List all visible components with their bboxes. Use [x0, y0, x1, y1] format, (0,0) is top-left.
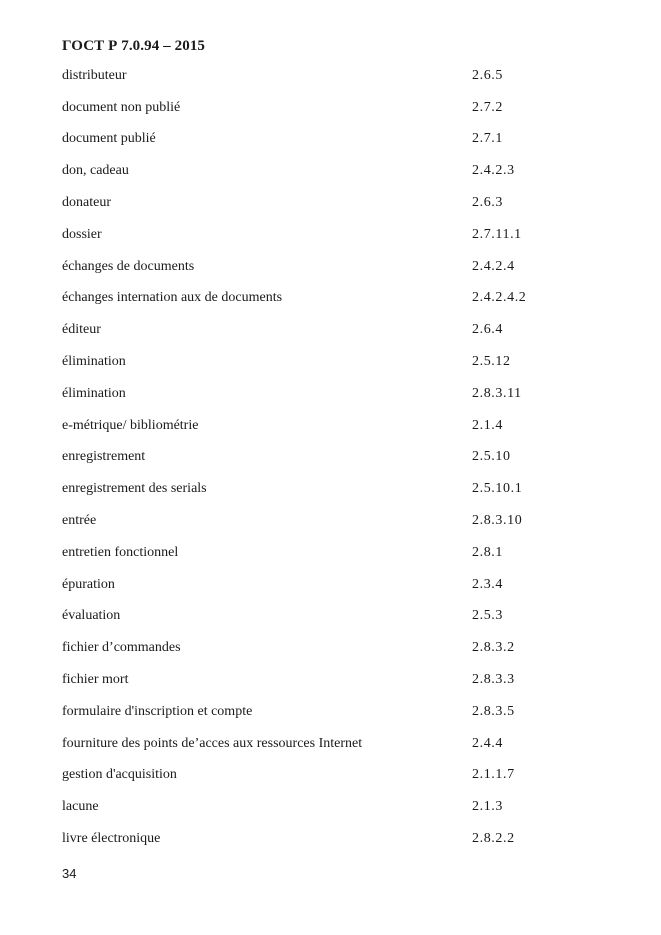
index-reference: 2.8.3.10 [472, 513, 523, 529]
index-row [62, 664, 602, 696]
index-row [62, 442, 602, 474]
index-term: e-métrique/ bibliométrie [62, 417, 199, 433]
index-row [62, 791, 602, 823]
index-row [62, 124, 602, 156]
index-row [62, 346, 602, 378]
index-reference: 2.1.4 [472, 417, 503, 433]
index-term: enregistrement [62, 449, 146, 465]
index-row [62, 60, 602, 92]
index-term: éditeur [62, 322, 101, 338]
index-row [62, 728, 602, 760]
index-row [62, 92, 602, 124]
index-reference: 2.8.3.2 [472, 640, 515, 656]
index-row [62, 283, 602, 315]
index-reference: 2.5.10.1 [472, 481, 523, 497]
index-term: fourniture des points de’acces aux ressources Internet [62, 735, 363, 751]
index-row [62, 155, 602, 187]
index-term: lacune [62, 799, 99, 815]
index-term: gestion d'acquisition [62, 767, 177, 783]
index-row [62, 823, 602, 855]
index-term: don, cadeau [62, 163, 129, 179]
index-term: donateur [62, 195, 111, 211]
index-term: épuration [62, 576, 115, 592]
index-row [62, 187, 602, 219]
index-term: dossier [62, 226, 102, 242]
index-term: enregistrement des serials [62, 481, 207, 497]
index-reference: 2.7.2 [472, 99, 503, 115]
index-reference: 2.3.4 [472, 576, 503, 592]
index-row [62, 314, 602, 346]
index-reference: 2.5.12 [472, 354, 511, 370]
index-reference: 2.6.3 [472, 195, 503, 211]
index-reference: 2.4.2.4 [472, 258, 515, 274]
index-term: livre électronique [62, 831, 161, 847]
index-term: entrée [62, 513, 97, 529]
index-row [62, 410, 602, 442]
index-row [62, 505, 602, 537]
index-reference: 2.8.1 [472, 544, 503, 560]
index-reference: 2.4.2.4.2 [472, 290, 527, 306]
index-row [62, 601, 602, 633]
index-row [62, 219, 602, 251]
index-reference: 2.4.4 [472, 735, 503, 751]
index-term: document non publié [62, 99, 181, 115]
index-reference: 2.8.2.2 [472, 831, 515, 847]
index-reference: 2.6.4 [472, 322, 503, 338]
index-reference: 2.7.11.1 [472, 226, 522, 242]
index-row [62, 251, 602, 283]
term-index-list [62, 60, 602, 855]
index-term: échanges internation aux de documents [62, 290, 283, 306]
index-term: échanges de documents [62, 258, 195, 274]
index-row [62, 569, 602, 601]
index-term: évaluation [62, 608, 121, 624]
index-reference: 2.8.3.5 [472, 703, 515, 719]
index-term: fichier d’commandes [62, 640, 181, 656]
index-row [62, 696, 602, 728]
document-header: ГОСТ Р 7.0.94 – 2015 [62, 38, 206, 54]
index-row [62, 473, 602, 505]
index-reference: 2.4.2.3 [472, 163, 515, 179]
index-row [62, 537, 602, 569]
index-reference: 2.6.5 [472, 67, 503, 83]
index-term: élimination [62, 385, 126, 401]
index-row [62, 378, 602, 410]
index-reference: 2.8.3.11 [472, 385, 522, 401]
index-term: distributeur [62, 67, 127, 83]
index-row [62, 632, 602, 664]
index-reference: 2.5.3 [472, 608, 503, 624]
index-reference: 2.1.3 [472, 799, 503, 815]
index-term: formulaire d'inscription et compte [62, 703, 253, 719]
index-term: fichier mort [62, 672, 129, 688]
index-term: entretien fonctionnel [62, 544, 179, 560]
index-reference: 2.8.3.3 [472, 672, 515, 688]
index-reference: 2.5.10 [472, 449, 511, 465]
index-term: élimination [62, 354, 126, 370]
index-reference: 2.1.1.7 [472, 767, 515, 783]
index-reference: 2.7.1 [472, 131, 503, 147]
index-row [62, 760, 602, 792]
index-term: document publié [62, 131, 156, 147]
page-number: 34 [62, 866, 77, 881]
